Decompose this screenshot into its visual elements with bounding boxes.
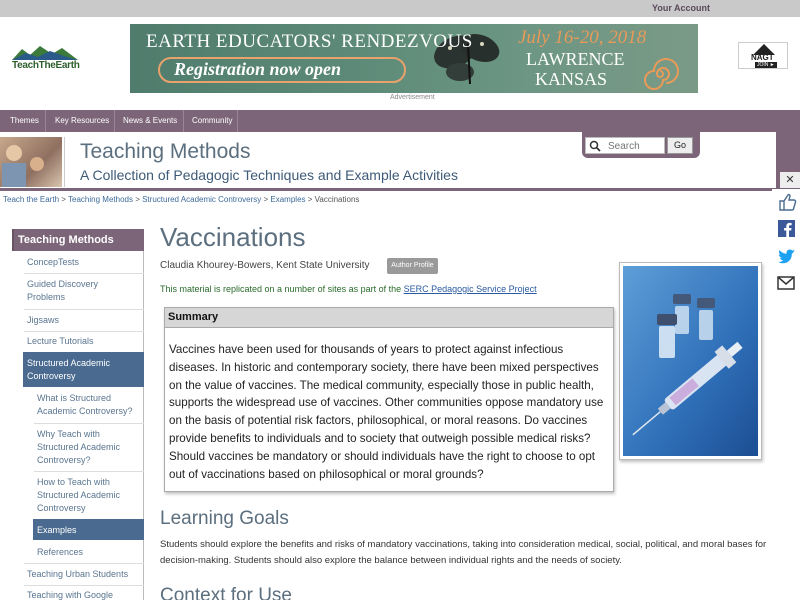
vaccine-image <box>619 262 762 460</box>
share-email-button[interactable] <box>772 270 800 296</box>
your-account-link[interactable]: Your Account <box>652 3 710 13</box>
sidebar-item-guided-discovery-cont[interactable]: Problems <box>27 292 66 302</box>
sidebar-heading: Teaching Methods <box>18 234 114 246</box>
sidebar-item-how-to-teach-cont2[interactable]: Controversy <box>37 503 86 513</box>
nav-themes[interactable]: Themes <box>10 116 39 125</box>
main-nav <box>0 110 800 132</box>
nav-divider <box>114 110 115 132</box>
sidebar-item-why-teach-cont2[interactable]: Controversy? <box>37 455 91 465</box>
nav-news-events[interactable]: News & Events <box>123 116 178 125</box>
sidebar-item-google[interactable]: Teaching with Google <box>27 590 114 600</box>
breadcrumb-current: Vaccinations <box>314 195 360 204</box>
teach-the-earth-logo[interactable] <box>12 44 82 74</box>
spiral-icon <box>640 56 680 92</box>
banner-date: July 16-20, 2018 <box>518 27 647 48</box>
sidebar-item-how-to-teach[interactable]: How to Teach with <box>37 477 110 487</box>
sidebar-item-how-to-teach-cont[interactable]: Structured Academic <box>37 490 121 500</box>
banner-title: EARTH EDUCATORS' RENDEZVOUS <box>146 31 473 52</box>
summary-box <box>164 307 614 492</box>
sidebar-item-what-is-sac[interactable]: What is Structured <box>37 393 112 403</box>
header-photo <box>0 137 62 187</box>
sidebar-divider <box>24 309 144 310</box>
facebook-icon <box>772 216 800 242</box>
share-facebook-button[interactable] <box>772 216 800 242</box>
search-box[interactable] <box>585 137 665 154</box>
banner-registration: Registration now open <box>174 59 342 79</box>
sidebar-item-why-teach-cont[interactable]: Structured Academic <box>37 442 121 452</box>
banner-city: LAWRENCE <box>526 49 625 69</box>
sidebar-item-sac-label-cont: Controversy <box>27 371 76 381</box>
advertisement-label: Advertisement <box>390 94 435 101</box>
replicated-note <box>160 284 537 294</box>
summary-header <box>165 308 613 328</box>
breadcrumb-sep: > <box>261 195 271 204</box>
sidebar-divider <box>24 585 144 586</box>
breadcrumb <box>3 195 359 204</box>
sidebar-item-references[interactable]: References <box>37 547 84 557</box>
sidebar-item-what-is-sac-cont[interactable]: Academic Controversy? <box>37 406 133 416</box>
sidebar-item-jigsaws[interactable]: Jigsaws <box>27 315 60 325</box>
banner-state: KANSAS <box>535 69 608 89</box>
photo-figure <box>30 157 44 171</box>
sidebar <box>12 229 144 600</box>
context-for-use-heading: Context for Use <box>160 585 292 600</box>
summary-heading: Summary <box>168 311 219 323</box>
search-icon <box>589 140 601 152</box>
twitter-icon <box>772 243 800 269</box>
share-like-button[interactable] <box>772 189 800 215</box>
article-title: Vaccinations <box>160 222 306 252</box>
nav-community[interactable]: Community <box>192 116 233 125</box>
share-twitter-button[interactable] <box>772 243 800 269</box>
learning-goals-text: Students should explore the benefits and risks of mandatory vaccinations, taking into consideration medical, social, political, and moral bases for decision-making. Students should also explore the balance between individual rights and the needs of society. <box>160 539 767 566</box>
logo-text: TeachTheEarth <box>12 60 80 71</box>
rendezvous-banner-ad[interactable] <box>130 24 698 93</box>
breadcrumb-teaching-methods[interactable]: Teaching Methods <box>68 195 133 204</box>
nav-divider <box>45 110 46 132</box>
sidebar-item-why-teach[interactable]: Why Teach with <box>37 429 100 439</box>
sidebar-item-urban-students[interactable]: Teaching Urban Students <box>27 569 129 579</box>
page-subtitle: A Collection of Pedagogic Techniques and Example Activities <box>80 167 458 183</box>
sidebar-divider <box>24 273 144 274</box>
sidebar-divider <box>24 331 144 332</box>
search-go-button[interactable]: Go <box>667 137 693 154</box>
serc-project-link[interactable]: SERC Pedagogic Service Project <box>403 284 537 294</box>
thumbs-up-icon <box>772 189 800 215</box>
nav-divider <box>237 110 238 132</box>
breadcrumb-sep: > <box>305 195 315 204</box>
sidebar-divider <box>24 563 144 564</box>
nagt-logo[interactable] <box>738 42 788 69</box>
photo-figure <box>6 145 22 161</box>
replicated-text: This material is replicated on a number of sites as part of the <box>160 284 404 294</box>
syringe-vials-image <box>623 266 758 456</box>
learning-goals-heading: Learning Goals <box>160 508 289 529</box>
sidebar-item-sac-label: Structured Academic <box>27 358 111 368</box>
mountain-icon <box>12 44 78 60</box>
page-title[interactable]: Teaching Methods <box>80 140 251 163</box>
sidebar-divider <box>34 471 144 472</box>
top-bar <box>0 0 800 17</box>
sidebar-heading-box[interactable] <box>12 229 144 251</box>
sidebar-item-lecture-tutorials[interactable]: Lecture Tutorials <box>27 336 94 346</box>
author-profile-button[interactable]: Author Profile <box>387 258 438 274</box>
share-close-button[interactable]: ✕ <box>780 172 800 188</box>
header-divider <box>64 137 65 187</box>
breadcrumb-sep: > <box>59 195 69 204</box>
nav-divider <box>183 110 184 132</box>
nav-key-resources[interactable]: Key Resources <box>55 116 110 125</box>
sidebar-item-concepttests[interactable]: ConcepTests <box>27 257 80 267</box>
breadcrumb-teach-the-earth[interactable]: Teach the Earth <box>3 195 60 204</box>
sidebar-divider <box>34 423 144 424</box>
search-input[interactable] <box>608 140 662 152</box>
photo-figure <box>2 163 26 187</box>
header-bottom-border <box>0 188 800 191</box>
breadcrumb-sep: > <box>132 195 143 204</box>
author-name: Claudia Khourey-Bowers, Kent State University <box>160 260 370 271</box>
sidebar-item-guided-discovery[interactable]: Guided Discovery <box>27 279 99 289</box>
summary-text: Vaccines have been used for thousands of years to protect against infectious diseases. In historic and contemporary society, there have been mixed perspectives on the value of vaccines. The medical community, especially those in public health, supports the widespread use of vaccines. Other communities oppose mandatory use on the basis of potential risk factors, philosophical, or moral reasons. Do vaccines provide benefits to individuals and to society that outweigh possible medical risks? Should vaccines be mandatory or should individuals have the right to choose to opt out of vaccinations based on philosophical or moral grounds? <box>169 343 604 481</box>
breadcrumb-sac[interactable]: Structured Academic Controversy <box>142 195 262 204</box>
nagt-join: JOIN ► <box>757 62 775 68</box>
nagt-text: NAGT <box>751 53 774 62</box>
sidebar-item-examples: Examples <box>37 525 77 535</box>
breadcrumb-examples[interactable]: Examples <box>270 195 306 204</box>
email-icon <box>772 270 800 296</box>
